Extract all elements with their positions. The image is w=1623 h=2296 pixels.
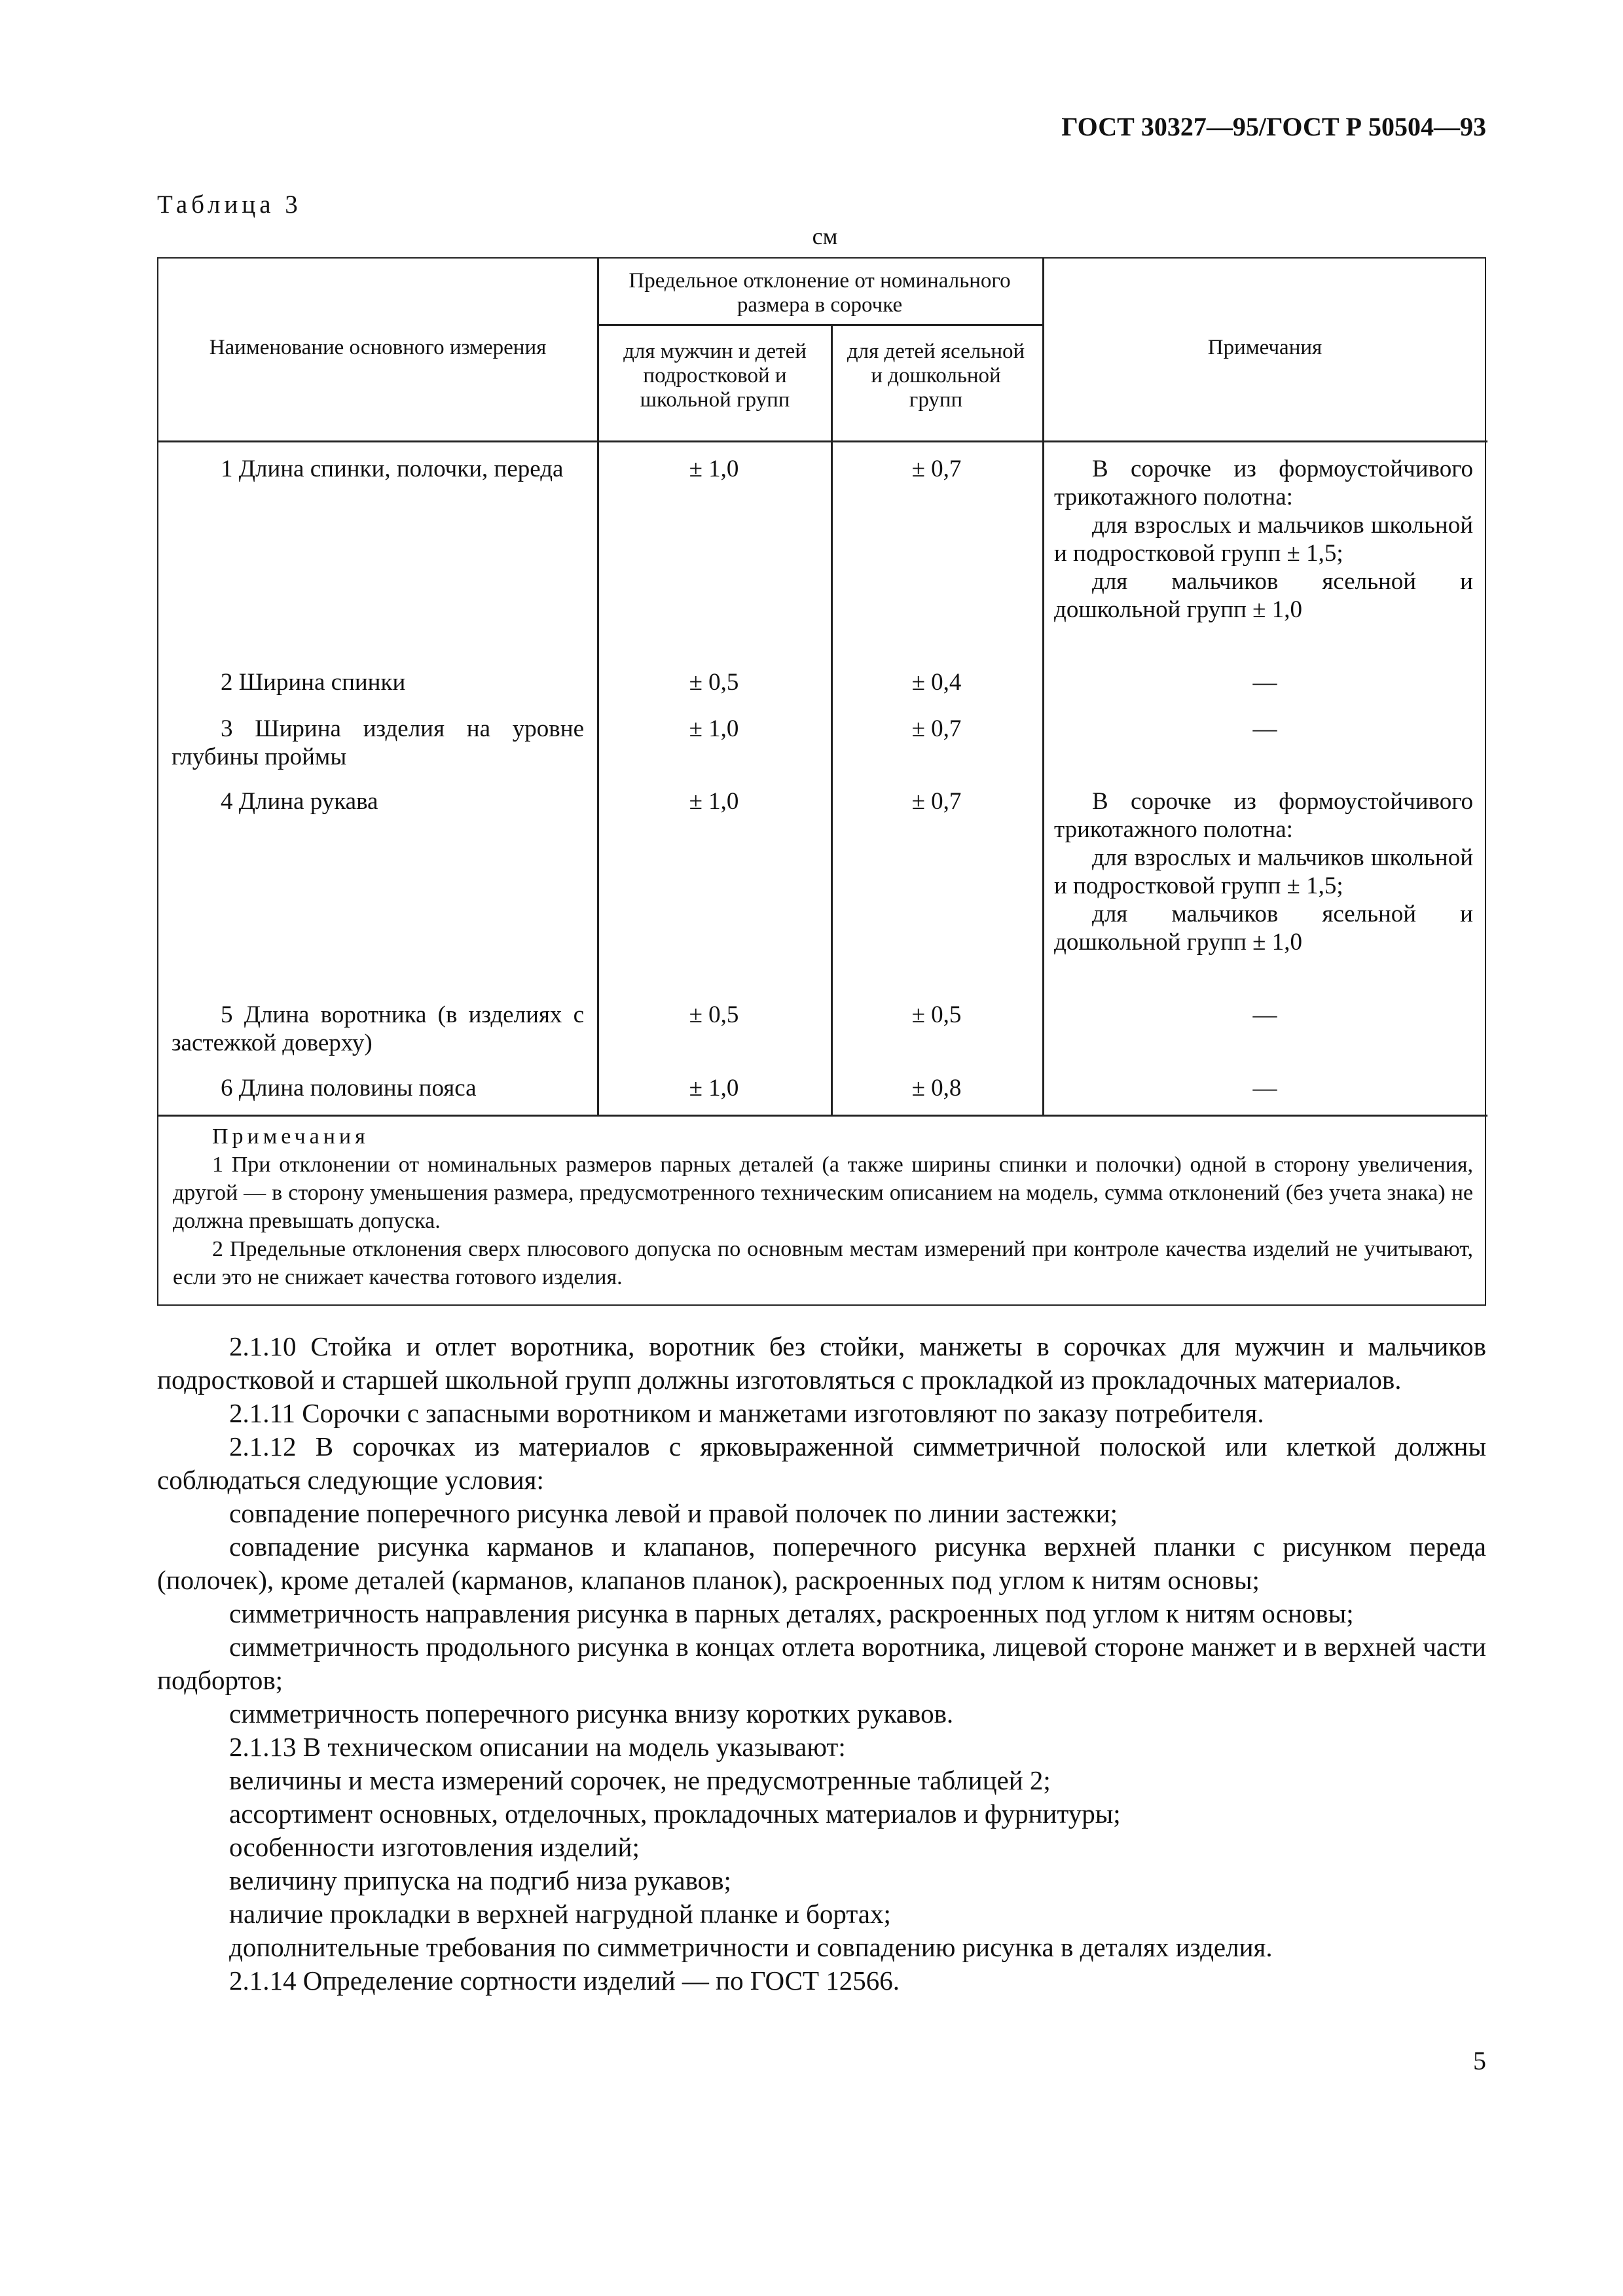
paragraph: 2.1.14 Определение сортности изделий — по ГОСТ 12566. (229, 1965, 900, 1996)
paragraph: величину припуска на подгиб низа рукавов; (229, 1865, 731, 1895)
value-kids: ± 0,7 (911, 715, 962, 742)
value-kids: ± 0,5 (911, 1001, 962, 1028)
footnote-item: 2 Предельные отклонения сверх плюсового допуска по основным местам измерений при контроле качества изделий не учитывают, если это не снижает качества готового изделия. (173, 1237, 1473, 1289)
paragraph: совпадение рисунка карманов и клапанов, поперечного рисунка верхней планки с рисунком переда (полочек), кроме деталей (карманов, клапанов планок), раскроенных под углом к нитям основы; (157, 1532, 1486, 1595)
body-text (157, 1330, 1486, 1998)
header-notes: Примечания (1207, 336, 1322, 359)
note-line: для взрослых и мальчиков школьной и подростковой групп ± 1,5; (1054, 844, 1473, 899)
header-divider (597, 324, 1042, 326)
value-men: ± 0,5 (689, 669, 739, 696)
row-note (1054, 787, 1473, 956)
row-note (1054, 455, 1473, 624)
row-note: — (1252, 669, 1277, 696)
row-note: — (1252, 1075, 1277, 1102)
paragraph: 2.1.11 Сорочки с запасными воротником и манжетами изготовляют по заказу потребителя. (229, 1398, 1264, 1428)
paragraph: дополнительные требования по симметричности и совпадению рисунка в деталях изделия. (229, 1932, 1273, 1962)
paragraph: 2.1.12 В сорочках из материалов с ярковыраженной симметричной полоской или клеткой должны соблюдаться следующие условия: (157, 1431, 1486, 1495)
value-kids: ± 0,8 (911, 1075, 962, 1102)
row-note: — (1252, 715, 1277, 742)
value-men: ± 1,0 (689, 456, 739, 482)
value-kids: ± 0,7 (911, 788, 962, 815)
paragraph: ассортимент основных, отделочных, прокладочных материалов и фурнитуры; (229, 1799, 1121, 1829)
paragraph: симметричность направления рисунка в парных деталях, раскроенных под углом к нитям основы; (229, 1598, 1354, 1628)
paragraph: 2.1.13 В техническом описании на модель указывают: (229, 1732, 846, 1762)
footnotes-title: Примечания (212, 1124, 369, 1149)
page-number: 5 (1473, 2046, 1486, 2075)
header-men: для мужчин и детей подростковой и школьной групп (623, 340, 807, 412)
paragraph: 2.1.10 Стойка и отлет воротника, воротник без стойки, манжеты в сорочках для мужчин и мальчиков подростковой и старшей школьной групп должны изготовляться с прокладкой из прокладочных материалов. (157, 1331, 1486, 1395)
tolerance-table (157, 257, 1486, 1306)
note-line: В сорочке из формоустойчивого трикотажного полотна: (1054, 456, 1473, 511)
paragraph: симметричность поперечного рисунка внизу коротких рукавов. (229, 1698, 954, 1729)
value-men: ± 1,0 (689, 788, 739, 815)
header-name: Наименование основного измерения (209, 336, 547, 359)
paragraph: совпадение поперечного рисунка левой и правой полочек по линии застежки; (229, 1498, 1118, 1528)
note-line: для мальчиков ясельной и дошкольной групп ± 1,0 (1054, 901, 1473, 956)
value-kids: ± 0,7 (911, 456, 962, 482)
value-men: ± 0,5 (689, 1001, 739, 1028)
value-men: ± 1,0 (689, 1075, 739, 1102)
note-line: В сорочке из формоустойчивого трикотажного полотна: (1054, 788, 1473, 843)
row-note: — (1252, 1001, 1277, 1028)
header-kids: для детей ясельной и дошкольной групп (847, 340, 1025, 412)
paragraph: наличие прокладки в верхней нагрудной планке и бортах; (229, 1899, 891, 1929)
table-caption: Таблица 3 (157, 190, 302, 219)
header-bottom-line (158, 440, 1487, 442)
header-deviation: Предельное отклонение от номинального размера в сорочке (629, 269, 1011, 317)
row-name: 6 Длина половины пояса (221, 1075, 477, 1102)
document-header: ГОСТ 30327—95/ГОСТ Р 50504—93 (1061, 112, 1486, 141)
paragraph: особенности изготовления изделий; (229, 1832, 640, 1862)
note-line: для взрослых и мальчиков школьной и подростковой групп ± 1,5; (1054, 512, 1473, 567)
table-footnotes (158, 1115, 1487, 1291)
paragraph: величины и места измерений сорочек, не предусмотренные таблицей 2; (229, 1765, 1051, 1795)
row-name: 3 Ширина изделия на уровне глубины проймы (172, 715, 584, 770)
footnote-item: 1 При отклонении от номинальных размеров парных деталей (а также ширины спинки и полочки) одной в сторону увеличения, другой — в сторону уменьшения размера, предусмотренного техническим описанием на модель, сумма отклонений (без учета знака) не должна превышать допуска. (173, 1153, 1473, 1233)
row-name: 1 Длина спинки, полочки, переда (221, 456, 564, 482)
paragraph: симметричность продольного рисунка в концах отлета воротника, лицевой стороне манжет и в верхней части подбортов; (157, 1632, 1486, 1695)
row-name: 5 Длина воротника (в изделиях с застежкой доверху) (172, 1001, 584, 1056)
row-name: 4 Длина рукава (221, 788, 378, 815)
table-unit: см (812, 223, 838, 249)
value-men: ± 1,0 (689, 715, 739, 742)
value-kids: ± 0,4 (911, 669, 962, 696)
row-name: 2 Ширина спинки (221, 669, 406, 696)
note-line: для мальчиков ясельной и дошкольной групп ± 1,0 (1054, 568, 1473, 623)
